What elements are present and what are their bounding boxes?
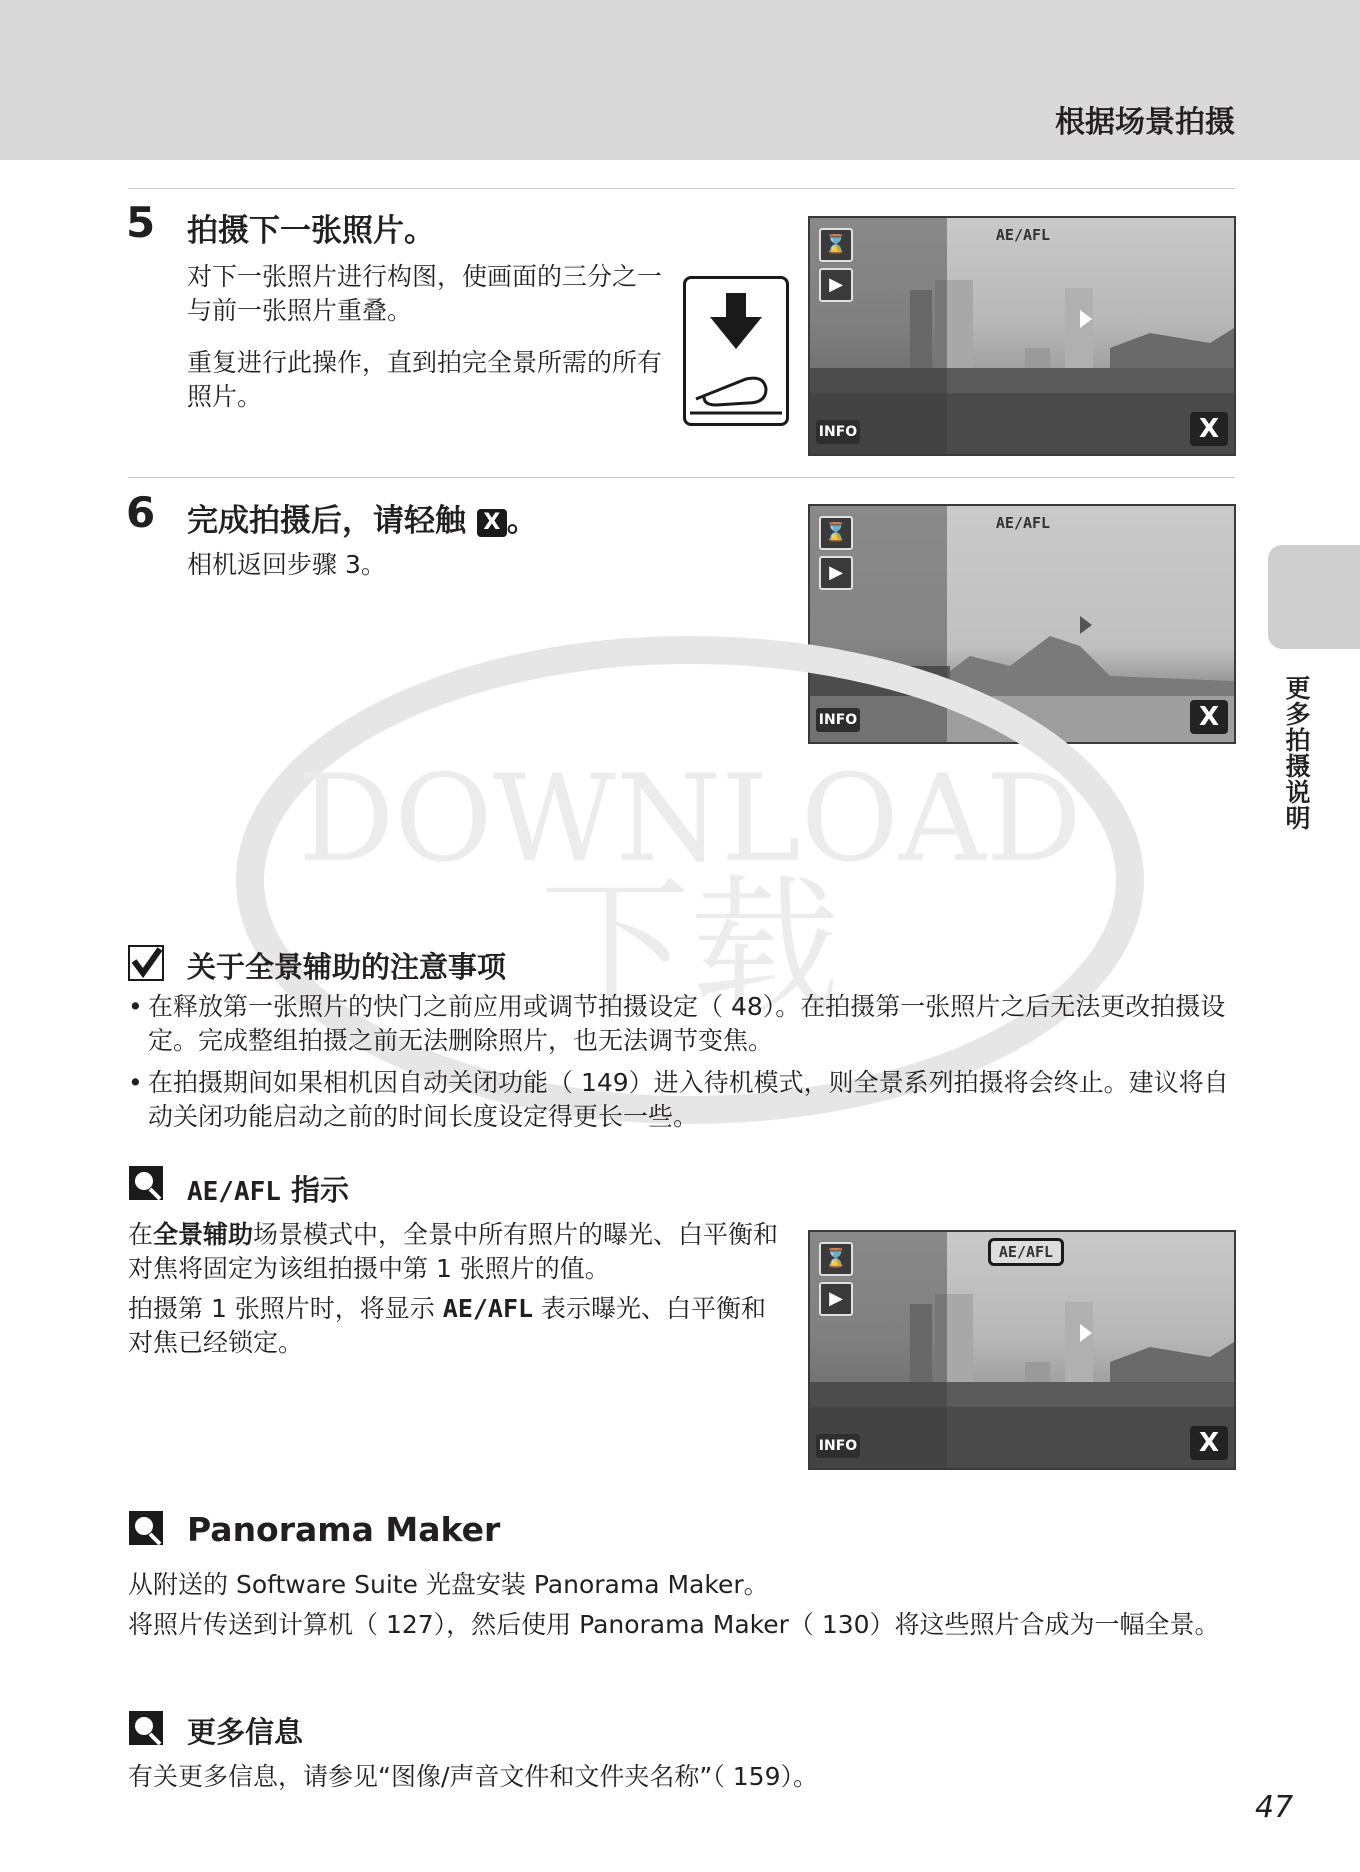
note3-para1: 从附送的 Software Suite 光盘安装 Panorama Maker。 <box>128 1570 769 1599</box>
info-button[interactable]: INFO <box>816 708 860 732</box>
svg-text:下载: 下载 <box>539 862 841 1036</box>
step6-title-end: 。 <box>506 503 538 539</box>
side-tab-label: 更多拍摄说明 <box>1282 675 1311 831</box>
step5-title: 拍摄下一张照片。 <box>187 213 435 249</box>
note4-para1: 有关更多信息，请参见“图像/声音文件和文件夹名称”（ 159）。 <box>128 1762 818 1791</box>
note2-para2 <box>128 1292 788 1360</box>
tip-icon <box>128 1710 164 1746</box>
note3-title: Panorama Maker <box>187 1510 501 1549</box>
step6-title-text: 完成拍摄后，请轻触 <box>187 503 466 539</box>
info-button[interactable]: INFO <box>816 1434 860 1458</box>
direction-arrow-icon <box>1080 616 1092 634</box>
side-tab <box>1268 545 1360 649</box>
shutter-press-icon <box>683 276 789 426</box>
note2-para1-after: 场景模式中，全景中所有照片的曝光、白平衡和对焦将固定为该组拍摄中第 1 张照片的值。 <box>128 1220 779 1283</box>
panorama-mode-icon[interactable]: ⌛ <box>819 516 853 550</box>
aeafl-indicator: AE/AFL <box>995 226 1051 244</box>
step6-number: 6 <box>126 488 156 537</box>
direction-arrow-icon <box>1080 310 1092 328</box>
aeafl-indicator-locked: AE/AFL <box>988 1238 1064 1266</box>
panorama-mode-icon[interactable]: ⌛ <box>819 1242 853 1276</box>
note1-bullet2-text: 在拍摄期间如果相机因自动关闭功能（ 149）进入待机模式，则全景系列拍摄将会终止。建议将自动关闭功能启动之前的时间长度设定得更长一些。 <box>148 1068 1229 1131</box>
note2-title-text: 指示 <box>291 1173 350 1207</box>
camera-screen-step5 <box>808 216 1236 456</box>
step5-number: 5 <box>126 198 156 247</box>
close-icon: X <box>477 509 507 537</box>
note3-para2: 将照片传送到计算机（ 127），然后使用 Panorama Maker（ 130）将这些照片合成为一幅全景。 <box>128 1610 1220 1639</box>
playback-icon[interactable]: ▶ <box>819 268 853 302</box>
info-button[interactable]: INFO <box>816 420 860 444</box>
camera-screen-step6 <box>808 504 1236 744</box>
header-title: 根据场景拍摄 <box>1055 105 1235 140</box>
step6-title <box>187 495 538 540</box>
tip-icon <box>128 1510 164 1546</box>
note1-bullet: • 在释放第一张照片的快门之前应用或调节拍摄设定（ 48）。在拍摄第一张照片之后无法更改拍摄设定。完成整组拍摄之前无法删除照片，也无法调节变焦。 <box>128 992 1226 1055</box>
note2-title-code: AE/AFL <box>187 1177 281 1207</box>
playback-icon[interactable]: ▶ <box>819 556 853 590</box>
aeafl-indicator: AE/AFL <box>995 514 1051 532</box>
page-header <box>0 0 1360 160</box>
note2-title <box>187 1168 349 1209</box>
svg-text:DOWNLOAD: DOWNLOAD <box>298 750 1082 889</box>
panorama-mode-icon[interactable]: ⌛ <box>819 228 853 262</box>
close-button[interactable]: X <box>1190 412 1228 446</box>
step5-para1: 对下一张照片进行构图，使画面的三分之一与前一张照片重叠。 <box>187 262 663 325</box>
note4-title: 更多信息 <box>187 1715 304 1749</box>
divider <box>128 477 1235 478</box>
tip-icon <box>128 1165 164 1201</box>
note1-bullet1-text: 在释放第一张照片的快门之前应用或调节拍摄设定（ 48）。在拍摄第一张照片之后无法更改拍摄设定。完成整组拍摄之前无法删除照片，也无法调节变焦。 <box>148 992 1226 1055</box>
note1-bullet: • 在拍摄期间如果相机因自动关闭功能（ 149）进入待机模式，则全景系列拍摄将会终止。建议将自动关闭功能启动之前的时间长度设定得更长一些。 <box>128 1068 1229 1131</box>
caution-check-icon <box>128 945 164 981</box>
note2-para2-code: AE/AFL <box>442 1294 534 1323</box>
step5-para2: 重复进行此操作，直到拍完全景所需的所有照片。 <box>187 348 663 411</box>
note1-title: 关于全景辅助的注意事项 <box>187 950 507 984</box>
direction-arrow-icon <box>1080 1324 1092 1342</box>
page-number: 47 <box>1255 1790 1294 1825</box>
close-button[interactable]: X <box>1190 1426 1228 1460</box>
note2-para1-before: 在 <box>128 1220 154 1249</box>
note2-para2-before: 拍摄第 1 张照片时，将显示 <box>128 1294 435 1323</box>
note2-para2-after: 表示曝光、白平衡和对焦已经锁定。 <box>128 1294 767 1357</box>
divider <box>128 188 1235 189</box>
step6-para1: 相机返回步骤 3。 <box>187 550 386 579</box>
camera-screen-aeafl <box>808 1230 1236 1470</box>
note2-para1-bold: 全景辅助 <box>153 1220 254 1249</box>
close-button[interactable]: X <box>1190 700 1228 734</box>
note2-para1 <box>128 1218 788 1286</box>
playback-icon[interactable]: ▶ <box>819 1282 853 1316</box>
